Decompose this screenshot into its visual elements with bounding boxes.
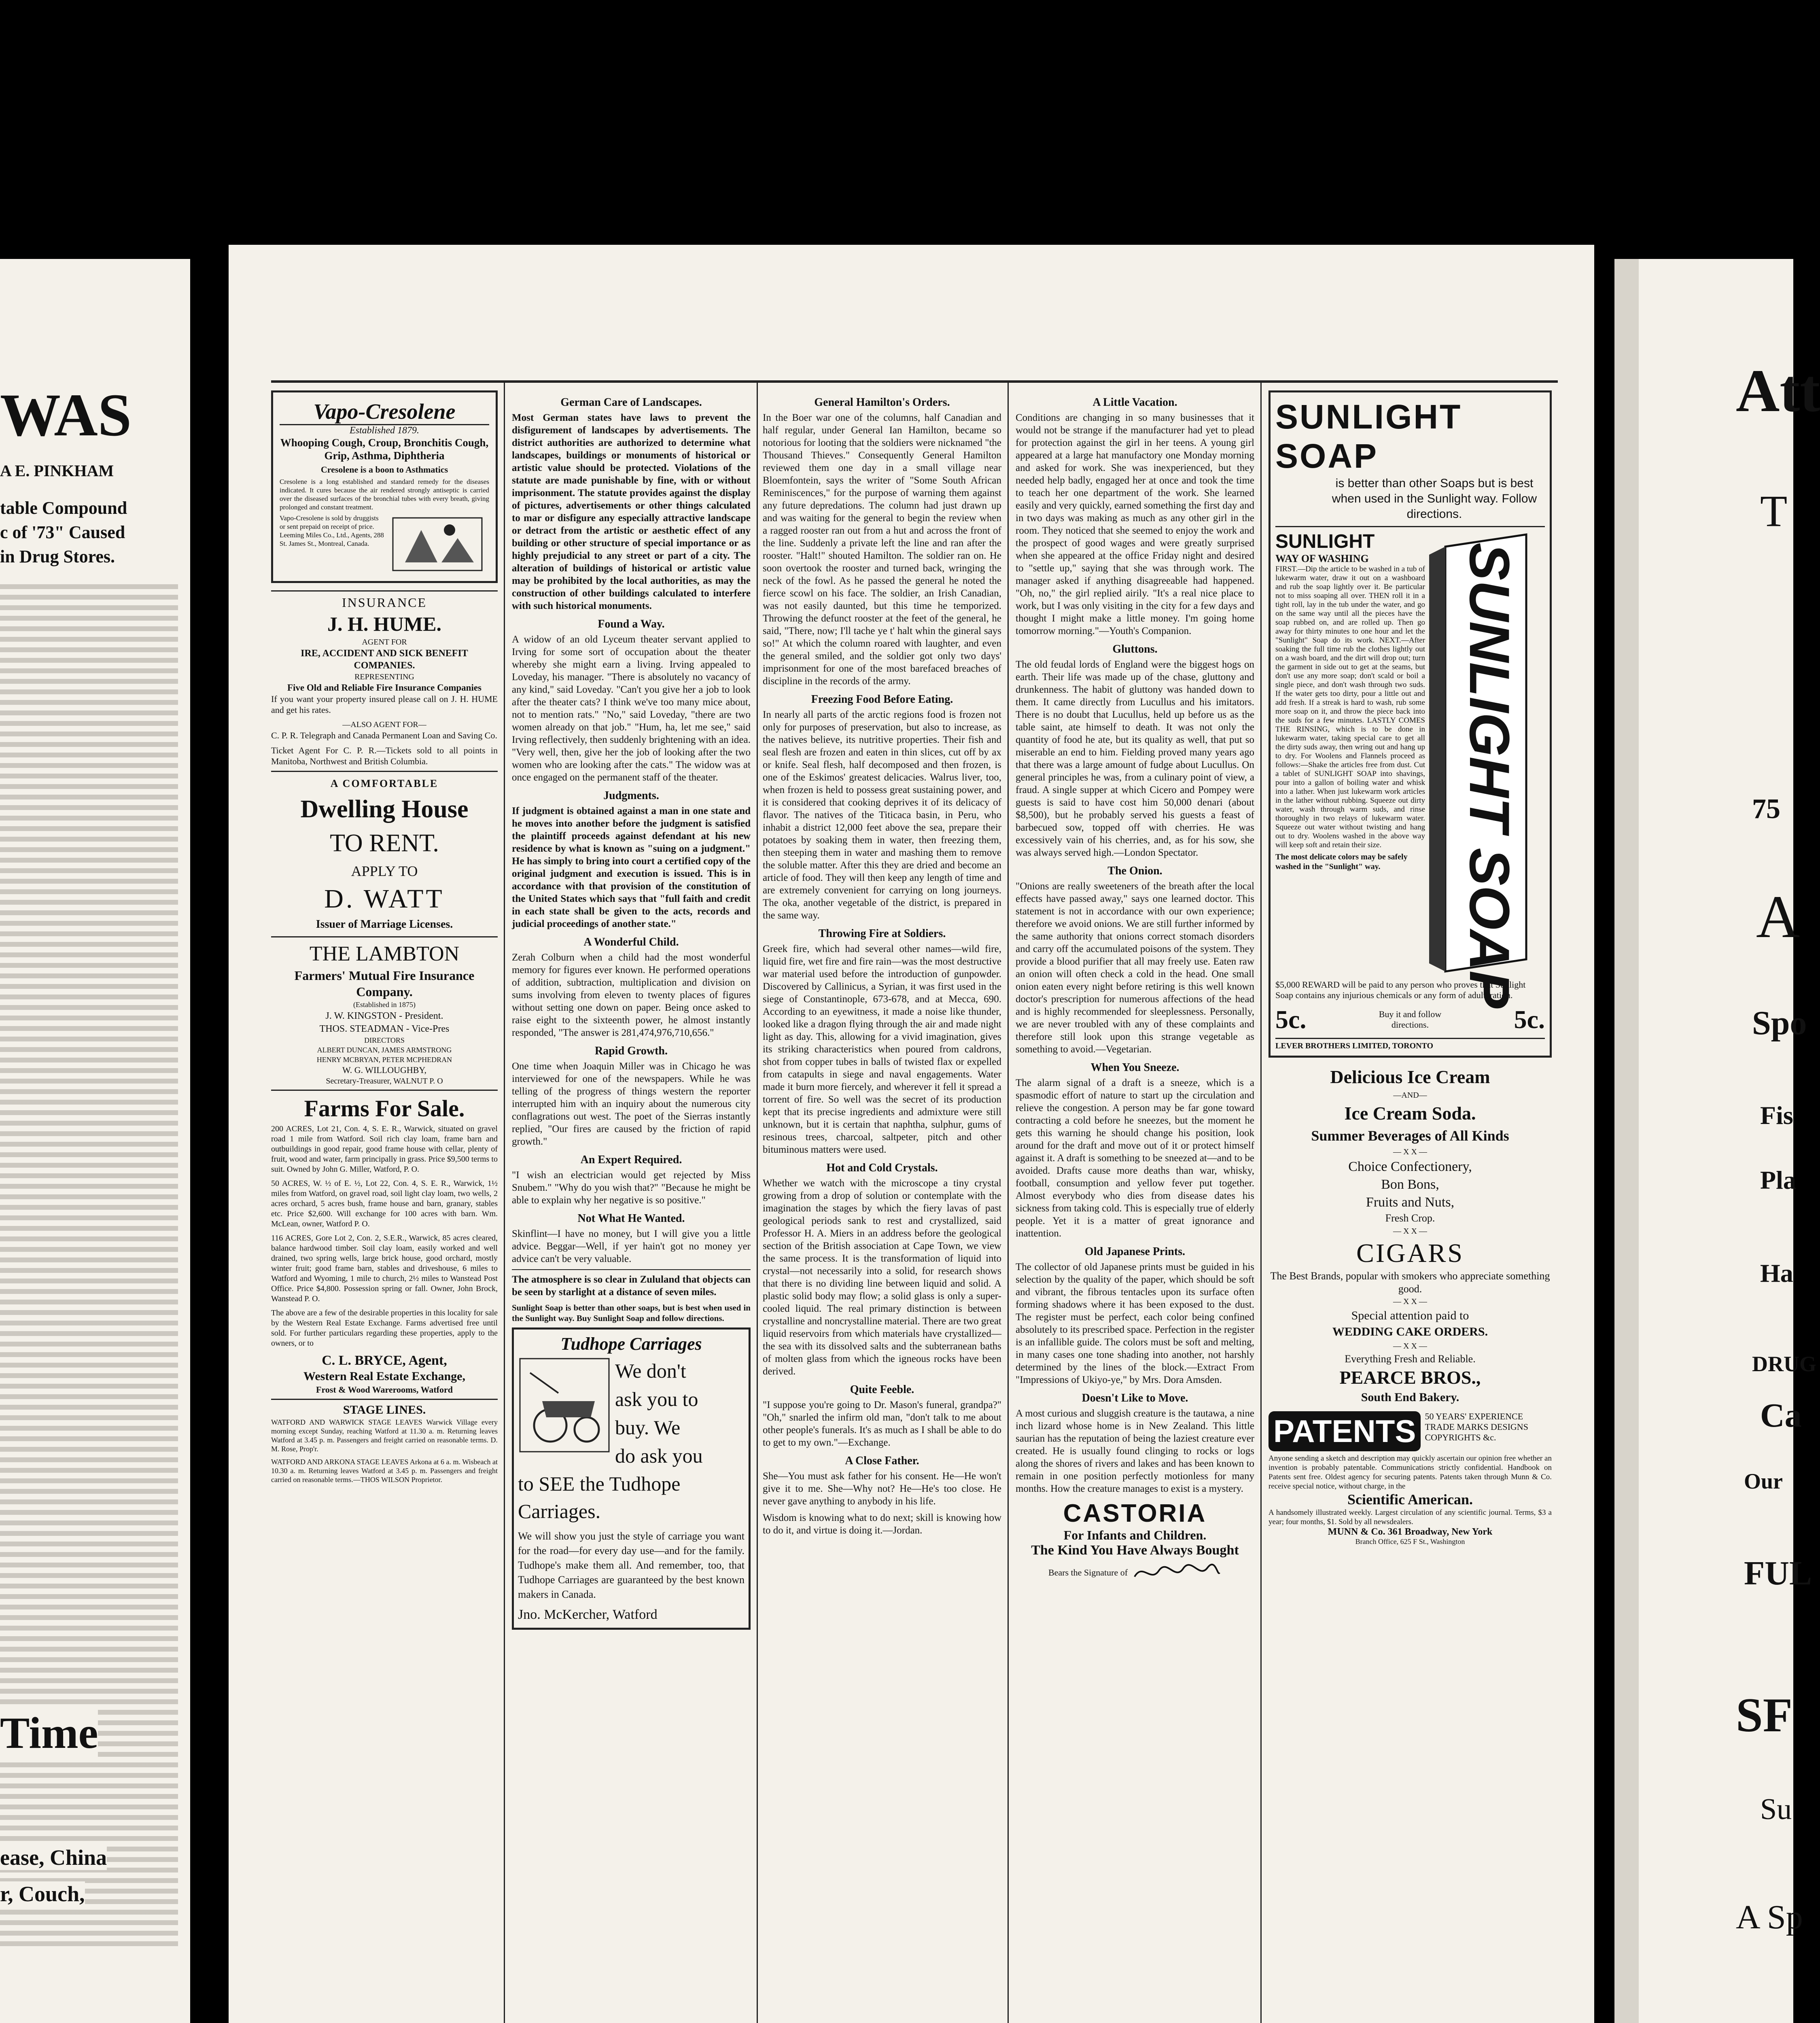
article-title-hamilton: General Hamilton's Orders. (814, 396, 950, 409)
patents-paper: Scientific American. (1347, 1491, 1473, 1508)
left-fragment-china: ease, China (0, 1845, 107, 1870)
insurance-line1: AGENT FOR (362, 638, 407, 647)
dwelling-sub: Issuer of Marriage Licenses. (316, 918, 453, 931)
vapo-tagline: Cresolene is a boon to Asthmatics (320, 464, 448, 475)
castoria-tag: The Kind You Have Always Bought (1031, 1543, 1239, 1558)
vapo-remedies: Whooping Cough, Croup, Bronchitis Cough, Grip, Asthma, Diphtheria (280, 437, 489, 462)
dwelling-heading: A COMFORTABLE (330, 778, 439, 789)
column-1 (271, 390, 498, 2023)
article-title-doesnt-like-to-move: Doesn't Like to Move. (1082, 1392, 1188, 1404)
lambton-sub: Farmers' Mutual Fire Insurance Company. (294, 968, 475, 999)
right-fragment-ha: Ha (1760, 1259, 1793, 1287)
tudhope-body: We will show you just the style of carriage you want for the road—for every day use—and for the family. Tudhope's make them all. And remember, too, that Tudhope Carriages are guaranteed by the best known makers in Canada. (518, 1530, 745, 1600)
vapo-cresolene-logo: Vapo-Cresolene (280, 399, 489, 425)
right-fragment-75: 75 (1752, 793, 1780, 825)
sunlight-directions: FIRST.—Dip the article to be washed in a tub of lukewarm water, draw it out on a washboard and rub the soap lightly over it. Be particular not to miss soaping all over. THEN roll it in a tight roll, lay in the tub under the water, and go on the same way until all the pieces have the soap rubbed on, and are rolled up. Then go away for thirty minutes to one hour and let the "Sunlight" Soap do its work. NEXT.—After soaking the full time rub the clothes lightly out on a wash board, and the dirt will drop out; turn the garment in side out to get at the seams, but don't use any more soap; don't scald or boil a single piece, and don't wash through two suds. If the water gets too dirty, pour a little out and add fresh. If a streak is hard to wash, rub some more soap on it, and throw the piece back into the suds for a few minutes. LASTLY COMES THE RINSING, which is to be done in lukewarm water, taking special care to get all the dirty suds away, then wring out and hang up to dry. For Woolens and Flannels proceed as follows:—Shake the articles free from dust. Cut a tablet of SUNLIGHT SOAP into shavings, pour into a gallon of boiling water and whisk into a lather. When just lukewarm work articles in the lather without rubbing. Squeeze out dirty water, wash through warm suds, and rinse thoroughly in two relays of lukewarm water. Squeeze out water without twisting and hang out to dry. Woolens washed in the above way will keep soft and retain their size. (1275, 565, 1425, 849)
right-fragment-asp: A Sp (1736, 1898, 1803, 1936)
farm-listing-1: 200 ACRES, Lot 21, Con. 4, S. E. R., Warwick, situated on gravel road 1 mile from Watford. Soil rich clay loam, frame barn and outbuildings in good repair, good frame house with cellar, plenty of fruit, wood and water, farm principally in grass. Price $9,500 terms to suit. Owned by John G. Miller, Watford, P. O. (271, 1124, 498, 1174)
right-fragment-our: Our (1744, 1469, 1783, 1493)
farms-address: Frost & Wood Warerooms, Watford (316, 1385, 453, 1395)
column-5 (1268, 390, 1552, 2023)
left-fragment-drugstores: in Drug Stores. (0, 547, 115, 566)
lambton-directors-label: DIRECTORS (364, 1036, 405, 1044)
patents-title: PATENTS (1268, 1411, 1421, 1451)
left-fragment-compound: table Compound (0, 498, 127, 518)
sunlight-title-2: SOAP (1275, 437, 1379, 475)
sunlight-box-text: SUNLIGHT SOAP (1458, 543, 1521, 1009)
article-title-expert: An Expert Required. (580, 1154, 682, 1166)
farms-ad (271, 1090, 498, 1395)
insurance-line7: C. P. R. Telegraph and Canada Permanent Loan and Saving Co. (271, 730, 497, 740)
lambton-d4: Secretary-Treasurer, WALNUT P. O (326, 1077, 443, 1086)
castoria-title: CASTORIA (1063, 1499, 1207, 1527)
patents-ad (1268, 1411, 1552, 1546)
castoria-sub: For Infants and Children. (1063, 1528, 1207, 1542)
insurance-line6: —ALSO AGENT FOR— (342, 720, 426, 729)
tudhope-line-5: to SEE the Tudhope (518, 1472, 681, 1495)
article-title-not-what-he-wanted: Not What He Wanted. (577, 1212, 685, 1225)
pearce-l2: —AND— (1393, 1091, 1427, 1100)
right-fragment-ful: FUL (1744, 1554, 1812, 1592)
sunlight-soap-ad (1268, 390, 1552, 1058)
sunlight-colors-note: The most delicate colors may be safely washed in the "Sunlight" way. (1275, 852, 1408, 871)
article-title-japanese-prints: Old Japanese Prints. (1084, 1245, 1186, 1258)
article-body-expert: "I wish an electrician would get rejected by Miss Snubem." "Why do you wish that?" "Because he might be able to explain why her negative is so positive." (512, 1170, 751, 1206)
column-rule-1 (504, 382, 505, 2023)
article-body-crystals: Whether we watch with the microscope a tiny crystal growing from a drop of solution or contemplate with the imagination the stages by which the fiery lavas of past geological periods sank to rest and crystallized, said Professor H. A. Miers in an address before the geological section of the British association at Cape Town, we view the same process. It is the transformation of liquid into crystal—not necessarily into a solid, for research shows that there is no dividing line between liquid and solid. A plastic solid body may flow; a solid glass is only a super-cooled liquid. The real primary distinction is between crystalline and noncrystalline material. There are two great liquid reservoirs from which materials have crystallized—the sea with its dissolved salts and the subterranean baths of molten glass from which the igneous rocks have been derived. (763, 1178, 1001, 1377)
article-body-quite-feeble: "I suppose you're going to Dr. Mason's funeral, grandpa?" "Oh," snarled the infirm old man, "don't talk to me about other people's funerals. It's as much as I shall be able to do to get to my own."—Exchange. (763, 1400, 1001, 1448)
article-body-japanese-prints: The collector of old Japanese prints must be guided in his selection by the quality of the paper, which should be soft and vibrant, the fibrous tentacles upon its surface often forming shadows where it has been exposed to the dust. The register must be perfect, each color being confined absolutely to its prescribed space. Perfection in the register is an infallible guide. The colors must be soft and melting, in many cases one tone shading into another, not harshly determined by the lines of the block.—Extract From "Impressions of Ukiyo-ye," by Mrs. Dora Amsden. (1016, 1262, 1254, 1385)
left-fragment-pinkham: A E. PINKHAM (0, 462, 114, 480)
vapo-agents: Vapo-Cresolene is sold by druggists or sent prepaid on receipt of price. Leeming Miles Co., Ltd., Agents, 288 St. James St., Montreal, Canada. (280, 514, 384, 547)
right-fragment-spo: Spo (1752, 1004, 1807, 1042)
article-title-found-a-way: Found a Way. (598, 618, 665, 630)
right-fragment-su: Su (1760, 1793, 1792, 1826)
pearce-l15: WEDDING CAKE ORDERS. (1332, 1325, 1488, 1338)
article-title-throwing-fire: Throwing Fire at Soldiers. (818, 927, 946, 940)
sunlight-title-1: SUNLIGHT (1275, 398, 1462, 436)
sunlight-price-right: 5c. (1514, 1005, 1545, 1034)
patents-branch: Branch Office, 625 F St., Washington (1355, 1537, 1465, 1546)
article-body-landscapes: Most German states have laws to prevent the disfigurement of landscapes by advertisements. The district authorities are authorized to determine what landscapes, buildings or monuments of historical or artistic value should be protected. Violations of the statute are made punishable by fine, with or without imprisonment. The statute provides against the display of pictures, advertisements or other things calculated to mar or disfigure any especially attractive landscape or detract from the artistic or aesthetic effect of any building or other structure of special importance or as highly prejudicial to any street or part of a city. The alteration of buildings of historical or artistic value may be prohibited by the local authorities, as may the construction of other buildings calculated to interfere with such historical monuments. (512, 412, 751, 611)
top-rule (271, 380, 1558, 383)
right-adjacent-page (1614, 259, 1820, 2023)
patents-body: Anyone sending a sketch and description may quickly ascertain our opinion free whether an invention is probably patentable. Communications strictly confidential. Handbook on Patents sent free. Oldest agency for securing patents. Patents taken through Munn & Co. receive special notice, without charge, in the (1268, 1454, 1552, 1491)
column-rule-4 (1260, 382, 1262, 2023)
pearce-l10: — X X — (1393, 1227, 1427, 1236)
article-body-judgments: If judgment is obtained against a man in one state and he moves into another before the judgment is satisfied the plaintiff proceeds against defendant at his new residence by what is known as "suing on a judgment." He has simply to bring into court a certified copy of the original judgment and execution is issued. This is in accordance with that provision of the constitution of the United States which says that "full faith and credit in each state shall be given to the acts, records and judicial proceedings of another state." (512, 806, 751, 929)
right-fragment-a: A (1756, 883, 1800, 950)
pearce-l18: PEARCE BROS., (1339, 1367, 1481, 1388)
insurance-line3: REPRESENTING (354, 672, 414, 681)
insurance-line5: If you want your property insured please call on J. H. HUME and get his rates. (271, 694, 498, 715)
newspaper-page (229, 245, 1594, 2023)
lambton-d2: HENRY MCBRYAN, PETER MCPHEDRAN (316, 1056, 452, 1064)
article-title-wonderful-child: A Wonderful Child. (583, 936, 679, 948)
sunlight-reward: $5,000 REWARD will be paid to any person who proves that Sunlight Soap contains any injurious chemicals or any form of adulteration. (1275, 980, 1526, 1000)
article-body-sneeze: The alarm signal of a draft is a sneeze, which is a spasmodic effort of nature to start up the circulation and relieve the congestion. A person may be far gone toward contracting a cold before he sneezes, but the moment he gets this warning he should change his position, look around for the draft and move out of it or protect himself against it. A draft is something to be sneezed at—and to be avoided. Drafts cause more deaths than war, whisky, football, consumption and yellow fever put together. Almost everybody who dies from disease dates his sickness from taking cold. This is especially true of elderly people. Yet it is a matter of great ignorance and inattention. (1016, 1077, 1254, 1239)
castoria-ad (1016, 1499, 1254, 1585)
pearce-l19: South End Bakery. (1361, 1391, 1459, 1404)
column-4 (1016, 390, 1254, 2023)
left-adjacent-page (0, 259, 190, 2023)
article-body-found-a-way: A widow of an old Lyceum theater servant applied to Irving for some sort of occupation about the theater whereby she might earn a living. Irving appealed to Loveday, his manager. "There is absolutely no vacancy of any kind," said Loveday. "Can't you give her a job to look after the theater cats? I think we've too many mice about, not to mention rats." "No," said Loveday, "there are two women already on that job." "Hum, ha, let me see," said Irving reflectively, then suddenly brightening with an idea. "Very well, then, give her the job of looking after the two women who are looking after the cats." The widow was at once engaged on the permanent staff of the theater. (512, 634, 751, 783)
pearce-bros-ad (1268, 1065, 1552, 1406)
fletcher-signature-icon (1133, 1561, 1222, 1585)
article-body-hamilton: In the Boer war one of the columns, half Canadian and half regular, under General Ian Hamilton, became so notorious for looting that the soldiers were nicknamed "the Thousand Thieves." Consequently General Hamilton reviewed them one day in a small village near Bloemfontein, says the writer of "Some South African Reminiscences," for the purpose of warning them against any future depredations. The column had just drawn up and was waiting for the general to begin the review when a ragged rooster ran out from a hut and across the front of the line. Suddenly a private left the line and ran after the rooster. "Halt!" shouted Hamilton. The soldier ran on. He soon overtook the rooster and turned back, wringing the neck of the fowl. As he passed the general he noted the fierce scowl on his face. The soldier, an Irish Canadian, was not easily daunted, but this time he temporized. Throwing the defunct rooster at the feet of the general, he said, "There, now; I'll tache ye t' halt whin the gineral says so!" At which the column roared with laughter, and even the general smiled, and the soldier got only two days' imprisonment for one of the most barefaced breaches of discipline in the records of the army. (763, 412, 1001, 687)
article-body-close-father: She—You must ask father for his consent. He—He won't give it to me. She—Why not? He—He's too close. He never gave anything to anybody in his life. (763, 1471, 1001, 1507)
right-fragment-drug: DRUG (1752, 1352, 1816, 1376)
right-fragment-sf: SF (1736, 1688, 1793, 1742)
dwelling-name: D. WATT (324, 884, 445, 914)
article-body-gluttons: The old feudal lords of England were the biggest hogs on earth. Their life was made up of the chase, gluttony and drunkenness. The habit of gluttony was handed down to them. It came directly from Lucullus and his imitators. There is no doubt that Lucullus, held up before us as the table saint, ate himself to death. It was not only the quantity of food he ate, but its quality as well, that put so miserable an end to him. Fielding proved many years ago that there was a large amount of fudge about Lucullus. On general principles he was, from a culinary point of view, a fraud. A single supper at which Cicero and Pompey were guests is said to have cost him 50,000 denari (about $8,500), but he probably served his guests a feast of barbecued sow, topped off with cherries. He was excessively vain of his cherries, and, as for his sow, she was always served high.—London Spectator. (1016, 659, 1254, 858)
stage-line-warwick: WATFORD AND WARWICK STAGE LEAVES Warwick Village every morning except Sunday, reaching Watford at 11.30 a. m. Returning leaves Watford at 3.45 p. m. Passengers and freight carried on reasonable terms. D. M. Rose, Prop'r. (271, 1418, 498, 1453)
tudhope-ad (512, 1327, 751, 1630)
farm-listing-note: The above are a few of the desirable properties in this locality for sale by the Western Real Estate Exchange. Farms advertised free until sold. For further particulars regarding these properties, apply to the owners, or to (271, 1308, 498, 1348)
pearce-l5: — X X — (1393, 1147, 1427, 1156)
patents-addr: MUNN & Co. 361 Broadway, New York (1328, 1527, 1493, 1537)
lambton-ad (271, 936, 498, 1086)
column-3 (763, 390, 1001, 2023)
sunlight-buy: Buy it and follow directions. (1379, 1009, 1442, 1030)
insurance-line4: Five Old and Reliable Fire Insurance Companies (287, 683, 482, 693)
pearce-l6: Choice Confectionery, (1348, 1159, 1472, 1174)
lambton-president: J. W. KINGSTON - President. (325, 1011, 443, 1021)
tudhope-line-1: We don't (615, 1359, 686, 1382)
pearce-l12: The Best Brands, popular with smokers who appreciate something good. (1270, 1270, 1550, 1295)
left-fragment-time: Time (0, 1707, 98, 1759)
pearce-l11: CIGARS (1356, 1238, 1464, 1268)
pearce-l17: Everything Fresh and Reliable. (1345, 1353, 1476, 1365)
article-title-vacation: A Little Vacation. (1092, 396, 1177, 409)
article-title-freezing-food: Freezing Food Before Eating. (811, 693, 953, 706)
sunlight-price-left: 5c. (1275, 1005, 1307, 1034)
pearce-l7: Bon Bons, (1381, 1177, 1439, 1192)
tudhope-agent: Jno. McKercher, Watford (518, 1607, 658, 1622)
sunlight-intro: is better than other Soaps but is best when used in the Sunlight way. Follow directions. (1332, 477, 1537, 521)
stage-lines-heading: STAGE LINES. (343, 1403, 426, 1417)
stage-line-arkona: WATFORD AND ARKONA STAGE LEAVES Arkona at 6 a. m. Wisbeach at 10.30 a. m. Returning leaves Watford at 3.45 p. m. Passengers and freight carried on reasonable terms.—THOS WILSON Proprietor. (271, 1458, 498, 1484)
farms-exchange: Western Real Estate Exchange, (303, 1370, 465, 1383)
tudhope-line-6: Carriages. (518, 1500, 601, 1523)
article-title-rapid-growth: Rapid Growth. (595, 1045, 668, 1057)
patents-body2: A handsomely illustrated weekly. Largest circulation of any scientific journal. Terms, $3 a year; four months, $1. Sold by all newsdealers. (1268, 1508, 1552, 1526)
article-body-not-what-he-wanted: Skinflint—I have no money, but I will give you a little advice. Beggar—Well, if yer hain't got no money yer advice can't be very valuable. (512, 1228, 751, 1264)
insurance-agent-name: J. H. HUME. (327, 613, 441, 635)
farms-heading: Farms For Sale. (304, 1095, 465, 1122)
insurance-ad (271, 590, 498, 767)
left-fragment-was: WAS (0, 382, 132, 449)
patents-badge: 50 YEARS' EXPERIENCE (1425, 1411, 1523, 1421)
pearce-l8: Fruits and Nuts, (1366, 1195, 1455, 1210)
carriage-illustration-icon (518, 1357, 611, 1454)
vapo-cresolene-ad (271, 390, 498, 583)
lambton-title: THE LAMBTON (309, 942, 460, 965)
right-fragment-pla: Pla (1760, 1166, 1796, 1194)
sunlight-maker: LEVER BROTHERS LIMITED, TORONTO (1275, 1038, 1545, 1051)
stage-lines-ad (271, 1399, 498, 1484)
pearce-l14: Special attention paid to (1351, 1309, 1469, 1322)
dwelling-big2: TO RENT. (330, 829, 439, 857)
patents-marks: TRADE MARKS DESIGNS COPYRIGHTS &c. (1425, 1422, 1528, 1442)
sunlight-note: Sunlight Soap is better than other soaps, but is best when used in the Sunlight way. Buy Sunlight Soap and follow directions. (512, 1303, 751, 1323)
tudhope-line-4: do ask you (615, 1444, 703, 1467)
insurance-heading: INSURANCE (342, 595, 427, 610)
pearce-l1: Delicious Ice Cream (1330, 1067, 1490, 1087)
article-body-rapid-growth: One time when Joaquin Miller was in Chicago he was interviewed for one of the newspapers. While he was telling of the progress of things western the reporter interrupted him with an inquiry about the numerous city conflagrations out west. The poet of the Sierras instantly replied, "Our fires are caused by the friction of rapid growth." (512, 1061, 751, 1147)
article-title-quite-feeble: Quite Feeble. (850, 1383, 914, 1396)
lambton-est: (Established in 1875) (353, 1001, 416, 1009)
sunlight-soap-box-icon (1429, 530, 1542, 1009)
tudhope-line-3: buy. We (615, 1416, 681, 1439)
article-title-crystals: Hot and Cold Crystals. (826, 1162, 938, 1174)
article-title-close-father: A Close Father. (845, 1455, 919, 1467)
pearce-l3: Ice Cream Soda. (1344, 1103, 1476, 1124)
farm-listing-3: 116 ACRES, Gore Lot 2, Con. 2, S.E.R., Warwick, 85 acres cleared, balance hardwood timber. Soil clay loam, easily worked and well drained, two spring wells, large brick house, good orchard, mostly winter fruit; good frame barn, stables and driveshouse, 6 miles to Watford and Wyoming, 1 mile to church, 2½ miles to Wanstead Post Office. Price $4,800. Possession spring or fall. Owner, John Brock, Wanstead P. O. (271, 1234, 498, 1303)
pearce-l9: Fresh Crop. (1385, 1212, 1435, 1224)
right-fragment-att: Att (1736, 357, 1820, 424)
column-rule-3 (1008, 382, 1009, 2023)
pearce-l16: — X X — (1393, 1342, 1427, 1351)
article-body-wonderful-child: Zerah Colburn when a child had the most wonderful memory for figures ever known. He performed operations of addition, subtraction, multiplication and division on sums involving from eleven to twenty places of figures without setting one down on paper. Being once asked to raise eight to the sixteenth power, he almost instantly responded, "The answer is 281,474,976,710,656." (512, 952, 751, 1038)
article-title-judgments: Judgments. (603, 789, 659, 802)
zululand-note: The atmosphere is so clear in Zululand that objects can be seen by starlight at a distance of seven miles. (512, 1269, 751, 1298)
lambton-vice: THOS. STEADMAN - Vice-Pres (319, 1024, 450, 1034)
vapo-body: Cresolene is a long established and standard remedy for the diseases indicated. It cures because the air rendered strongly antiseptic is carried over the diseased surfaces of the bronchial tubes with every breath, giving prolonged and constant treatment. (280, 478, 489, 511)
farms-agent: C. L. BRYCE, Agent, (322, 1353, 447, 1368)
article-body-vacation: Conditions are changing in so many businesses that it would not be strange if the manufacturer had yet to plead for protection against the girl in her teens. A young girl appeared at a large hat manufactory one Monday morning and asked for work. She was inexperienced, but they needed help badly, engaged her at once and took the time to teach her one department of the work. She learned easily and very quickly, earned something the first day and in two days was making as much as any other girl in the room. They noticed that she seemed to enjoy the work and the prospect of good wages and were greatly surprised when she appeared at the office Friday night and desired to "settle up," saying that she was through work. The manager asked if anything disagreeable had happened. "Oh, no," the girl replied airily. "It's a real nice place to work, but I was only visiting in the city for a few days and thought I might make a little money. I'm going home tomorrow morning."—Youth's Companion. (1016, 412, 1254, 636)
article-body-throwing-fire: Greek fire, which had several other names—wild fire, liquid fire, wet fire and fire rain—was the most destructive war material used before the introduction of gunpowder. Discovered by Callinicus, a Syrian, it was first used in the siege of Constantinople, 673-678, and at Mecca, 690. According to an eyewitness, it made a noise like thunder, looked like a dragon flying through the air and made night light as day. This, allowing for a vivid imagination, gives its striking characteristics when poured from caldrons, shot from copper tubes in balls of twisted flax or expelled from catapults in siege and naval engagements. Water made it burn more fiercely, and wherever it fell it spread a torrent of fire. So well was the secret of its production kept that its precise ingredients and admixture were still unknown, but it is certain that naphtha, sulphur, gums of resinous trees, charcoal, saltpeter, pitch and other bituminous matters were used. (763, 944, 1001, 1155)
right-fragment-ca: Ca (1760, 1397, 1802, 1434)
tudhope-line-2: ask you to (615, 1388, 698, 1410)
pearce-l4: Summer Beverages of All Kinds (1311, 1128, 1509, 1144)
dwelling-apply: APPLY TO (351, 863, 418, 879)
lambton-d1: ALBERT DUNCAN, JAMES ARMSTRONG (317, 1046, 452, 1054)
article-body-onion: "Onions are really sweeteners of the breath after the local effects have passed away," says one learned doctor. This statement is not in accordance with our own experience; therefore we avoid onions. We are still further informed by the same authority that onions correct stomach disorders and carry off the accumulated poisons of the system. They provide a blood purifier that all may freely use. Eaten raw an onion will often check a cold in the head. One small onion eaten every night before retiring is this well known doctor's prescription for numerous affections of the head and is highly recommended for sleeplessness. Personally, we are never troubled with any of these complaints and therefore still look upon this strange vegetable as something to avoid.—Vegetarian. (1016, 881, 1254, 1055)
tudhope-logo: Tudhope Carriages (560, 1334, 702, 1354)
castoria-bears: Bears the Signature of (1048, 1567, 1128, 1578)
article-title-gluttons: Gluttons. (1112, 643, 1158, 655)
farm-listing-2: 50 ACRES, W. ½ of E. ½, Lot 22, Con. 4, S. E. R., Warwick, 1½ miles from Watford, on gravel road, soil light clay loam, two wells, 2 acres orchard, 5 acres bush, frame house and barn, granary, stables etc. Price $2,600. Will exchange for 100 acres with barn. Wm. McLean, owner, Watford P. O. (271, 1179, 498, 1228)
insurance-line2: IRE, ACCIDENT AND SICK BENEFIT COMPANIES. (301, 648, 468, 671)
article-title-landscapes: German Care of Landscapes. (560, 396, 702, 409)
column-rule-2 (757, 382, 758, 2023)
insurance-line8: Ticket Agent For C. P. R.—Tickets sold to all points in Manitoba, Northwest and British Columbia. (271, 745, 498, 766)
right-fragment-fis: Fis (1760, 1101, 1793, 1130)
dwelling-ad (271, 771, 498, 933)
wisdom-note: Wisdom is knowing what to do next; skill is knowing how to do it, and virtue is doing it.—Jordan. (763, 1512, 1001, 1536)
right-fragment-t: T (1760, 486, 1788, 536)
pearce-l13: — X X — (1393, 1297, 1427, 1306)
article-title-onion: The Onion. (1107, 865, 1162, 877)
column-2 (512, 390, 751, 2023)
article-body-freezing-food: In nearly all parts of the arctic regions food is frozen not only for purposes of preservation, but also to increase, as the natives believe, its nutritive properties. Their fish and seal flesh are frozen and eaten in thin slices, cut off by ax or knife. Seal flesh, half decomposed and then frozen, is one of the Eskimos' greatest delicacies. Walrus liver, too, when frozen is held to possess great sustaining power, and it is considered that cooking deprives it of its delicacy of flavor. The natives of the Titicaca basin, in Peru, who inhabit a district 12,000 feet above the sea, prepare their potatoes by soaking them in water, then freezing them, then steeping them in water and mashing them to remove the soluble matter. After this they are dried and become an article of food. They will then keep any length of time and are extremely convenient for carrying on long journeys. The oka, another vegetable of the district, is prepared in the same way. (763, 709, 1001, 921)
dwelling-big1: Dwelling House (300, 795, 469, 823)
left-fragment-caused: c of '73" Caused (0, 522, 125, 542)
sunlight-way-1: SUNLIGHT (1275, 531, 1375, 552)
article-body-doesnt-like-to-move: A most curious and sluggish creature is the tautawa, a nine inch lizard whose home is in New Zealand. This little saurian has the reputation of being the laziest creature ever created. He is usually found clinging to rocks or logs along the shores of rivers and lakes and has been known to remain in one position perfectly motionless for many months. How the creature manages to exist is a mystery. (1016, 1408, 1254, 1494)
vapo-established: Established 1879. (350, 425, 419, 436)
article-title-sneeze: When You Sneeze. (1090, 1061, 1179, 1074)
vaporizer-lamp-icon (389, 514, 486, 575)
left-fragment-couch: r, Couch, (0, 1882, 85, 1906)
lambton-d3: W. G. WILLOUGHBY, (342, 1065, 426, 1075)
sunlight-way-2: WAY OF WASHING (1275, 553, 1369, 564)
